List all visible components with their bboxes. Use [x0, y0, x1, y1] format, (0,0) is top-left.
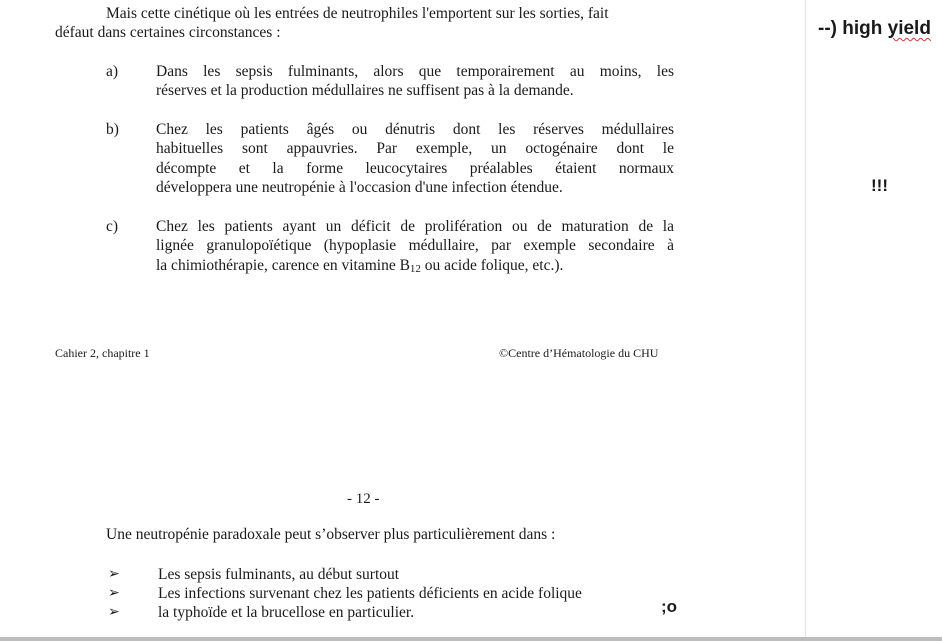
bullet-arrow-icon: ➢: [108, 604, 120, 620]
item-c-text: [156, 217, 674, 279]
bullet-item-3: la typhoïde et la brucellose en particulier.: [158, 604, 415, 621]
item-b-text: [156, 120, 674, 197]
footer-right: ©Centre d’Hématologie du CHU: [499, 346, 659, 360]
item-c-line-3-tail: ou acide folique, etc.).: [420, 256, 564, 274]
item-c-label: c): [106, 218, 119, 235]
high-yield-prefix: --) high: [818, 18, 888, 39]
intro-line-1: Mais cette cinétique où les entrées de neutrophiles l'emportent sur les sorties, fait: [106, 5, 609, 22]
item-a-line-2: réserves et la production médullaires ne suffisent pas à la demande.: [156, 82, 574, 100]
item-a-label: a): [106, 63, 119, 80]
high-yield-word-spellcheck: yield: [887, 18, 931, 39]
window-bottom-border: [0, 637, 942, 641]
high-yield-note[interactable]: [818, 17, 931, 41]
bullet-item-2: Les infections survenant chez les patients déficients en acide folique: [158, 585, 582, 602]
item-b-line-4: développera une neutropénie à l'occasion d'une infection étendue.: [156, 178, 563, 196]
paradox-intro: Une neutropénie paradoxale peut s’observer plus particulièrement dans :: [106, 526, 556, 543]
item-b-line-3: décompte et la forme leucocytaires préalables étaient normaux: [156, 159, 674, 177]
footer-left: Cahier 2, chapitre 1: [55, 346, 150, 360]
bullet-arrow-icon: ➢: [108, 585, 120, 601]
page-number: - 12 -: [347, 491, 380, 507]
item-a-text: [156, 62, 674, 101]
item-b-label: b): [106, 121, 119, 138]
stray-annotation: ;o: [661, 597, 678, 616]
bullet-arrow-icon: ➢: [108, 566, 120, 582]
item-b-line-1: Chez les patients âgés ou dénutris dont les réserves médullaires: [156, 121, 674, 138]
intro-line-2: défaut dans certaines circonstances :: [55, 24, 281, 41]
exclamation-note[interactable]: !!!: [871, 176, 888, 195]
item-c-line-3: [156, 256, 674, 279]
item-b-line-2: habituelles sont appauvries. Par exemple, un octogénaire dont le: [156, 140, 674, 158]
vitamin-b12-subscript: 12: [409, 262, 421, 275]
item-c-line-3-text: la chimiothérapie, carence en vitamine B: [156, 256, 410, 274]
item-c-line-1: Chez les patients ayant un déficit de prolifération ou de maturation de la: [156, 218, 674, 235]
notes-margin-pane: [805, 0, 942, 637]
bullet-item-1: Les sepsis fulminants, au début surtout: [158, 566, 400, 583]
item-c-line-2: lignée granulopoïétique (hypoplasie médullaire, par exemple secondaire à: [156, 237, 674, 255]
item-a-line-1: Dans les sepsis fulminants, alors que temporairement au moins, les: [156, 63, 674, 80]
